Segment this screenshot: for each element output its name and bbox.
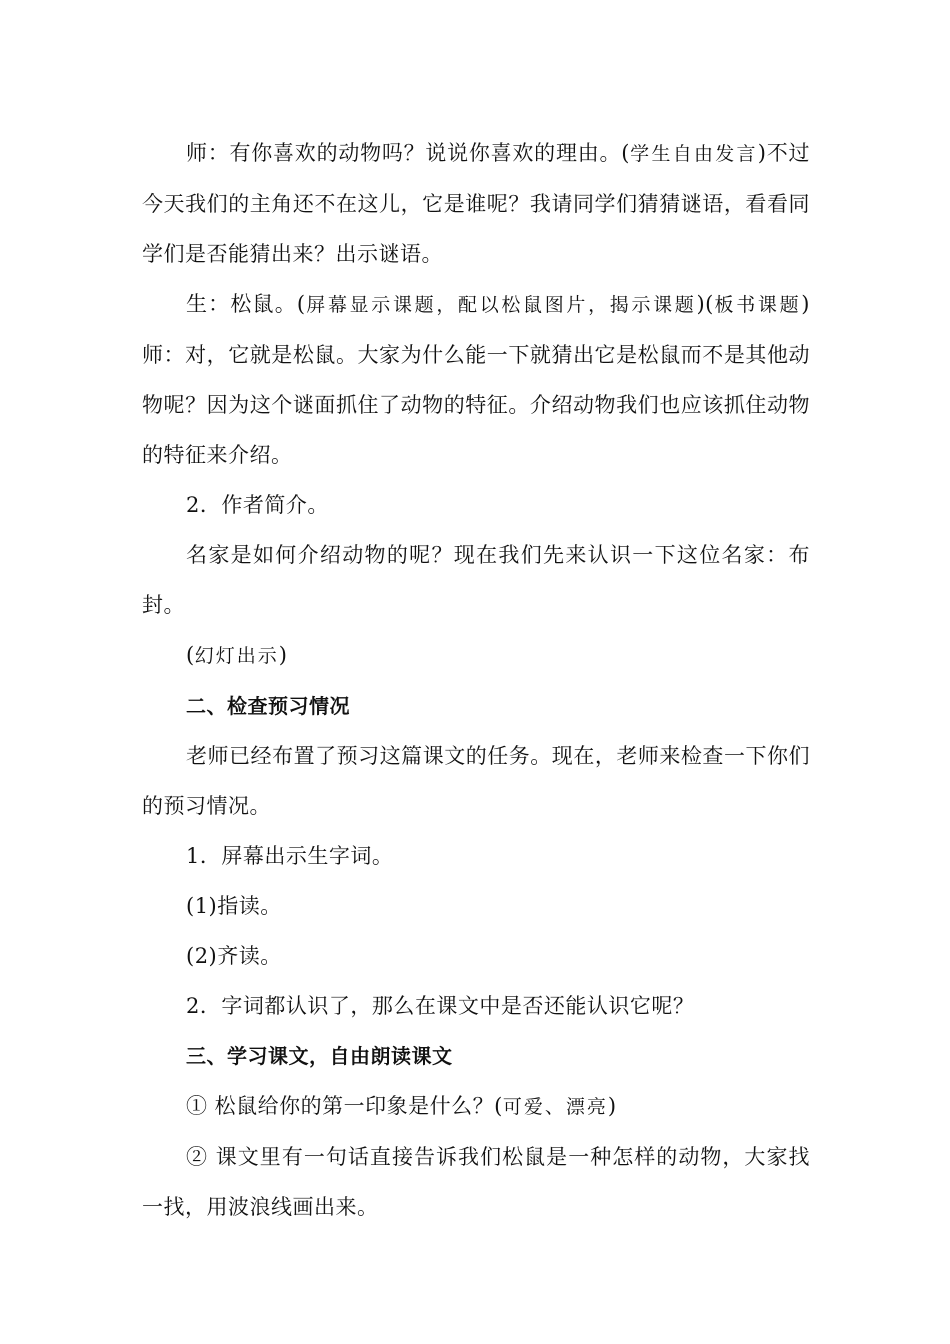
- paragraph-slide-note: [142, 630, 810, 681]
- paragraph-author-intro-heading: 2．作者简介。: [186, 493, 329, 517]
- text-run: )(: [696, 292, 714, 316]
- paragraph-point-read: (1)指读。: [186, 894, 282, 918]
- paragraph-first-impression: [142, 1081, 810, 1132]
- text-run: (: [186, 643, 195, 667]
- stage-note: 可爱、漂亮: [502, 1096, 608, 1118]
- paragraph-author-intro: 名家是如何介绍动物的呢？现在我们先来认识一下这位名家：布封。: [142, 543, 810, 617]
- section-heading-study-text: 三、学习课文，自由朗读课文: [186, 1044, 453, 1068]
- document-body: [142, 128, 810, 1232]
- text-run: 生：松鼠。(: [186, 292, 306, 316]
- paragraph-read-together: (2)齐读。: [186, 944, 282, 968]
- text-run: )师：对，它就是松鼠。大家为什么能一下就猜出它是松鼠而不是其他动物呢？因为这个谜面抓住了动物的特征。介绍动物我们也应该抓住动物的特征来介绍。: [142, 292, 810, 467]
- text-run: 师：有你喜欢的动物吗？说说你喜欢的理由。(: [186, 141, 630, 165]
- stage-note: 板书课题: [713, 294, 802, 316]
- stage-note: 幻灯出示: [194, 645, 279, 667]
- section-heading-preview-check: 二、检查预习情况: [186, 694, 350, 718]
- paragraph-words-in-text: 2．字词都认识了，那么在课文中是否还能认识它呢？: [186, 994, 695, 1018]
- stage-note: 屏幕显示课题，配以松鼠图片，揭示课题: [305, 294, 697, 316]
- stage-note: 学生自由发言: [629, 143, 758, 165]
- text-run: ): [607, 1094, 617, 1118]
- paragraph-find-sentence: ② 课文里有一句话直接告诉我们松鼠是一种怎样的动物，大家找一找，用波浪线画出来。: [142, 1145, 810, 1219]
- text-run: )不过今天我们的主角还不在这儿，它是谁呢？我请同学们猜猜谜语，看看同学们是否能猜出来？出示谜语。: [142, 141, 810, 266]
- text-run: ① 松鼠给你的第一印象是什么？(: [186, 1094, 503, 1118]
- paragraph-show-words: 1．屏幕出示生字词。: [186, 844, 394, 868]
- paragraph-student-answer: [142, 279, 810, 480]
- text-run: ): [278, 643, 288, 667]
- paragraph-teacher-question: [142, 128, 810, 279]
- paragraph-preview-intro: 老师已经布置了预习这篇课文的任务。现在，老师来检查一下你们的预习情况。: [142, 744, 810, 818]
